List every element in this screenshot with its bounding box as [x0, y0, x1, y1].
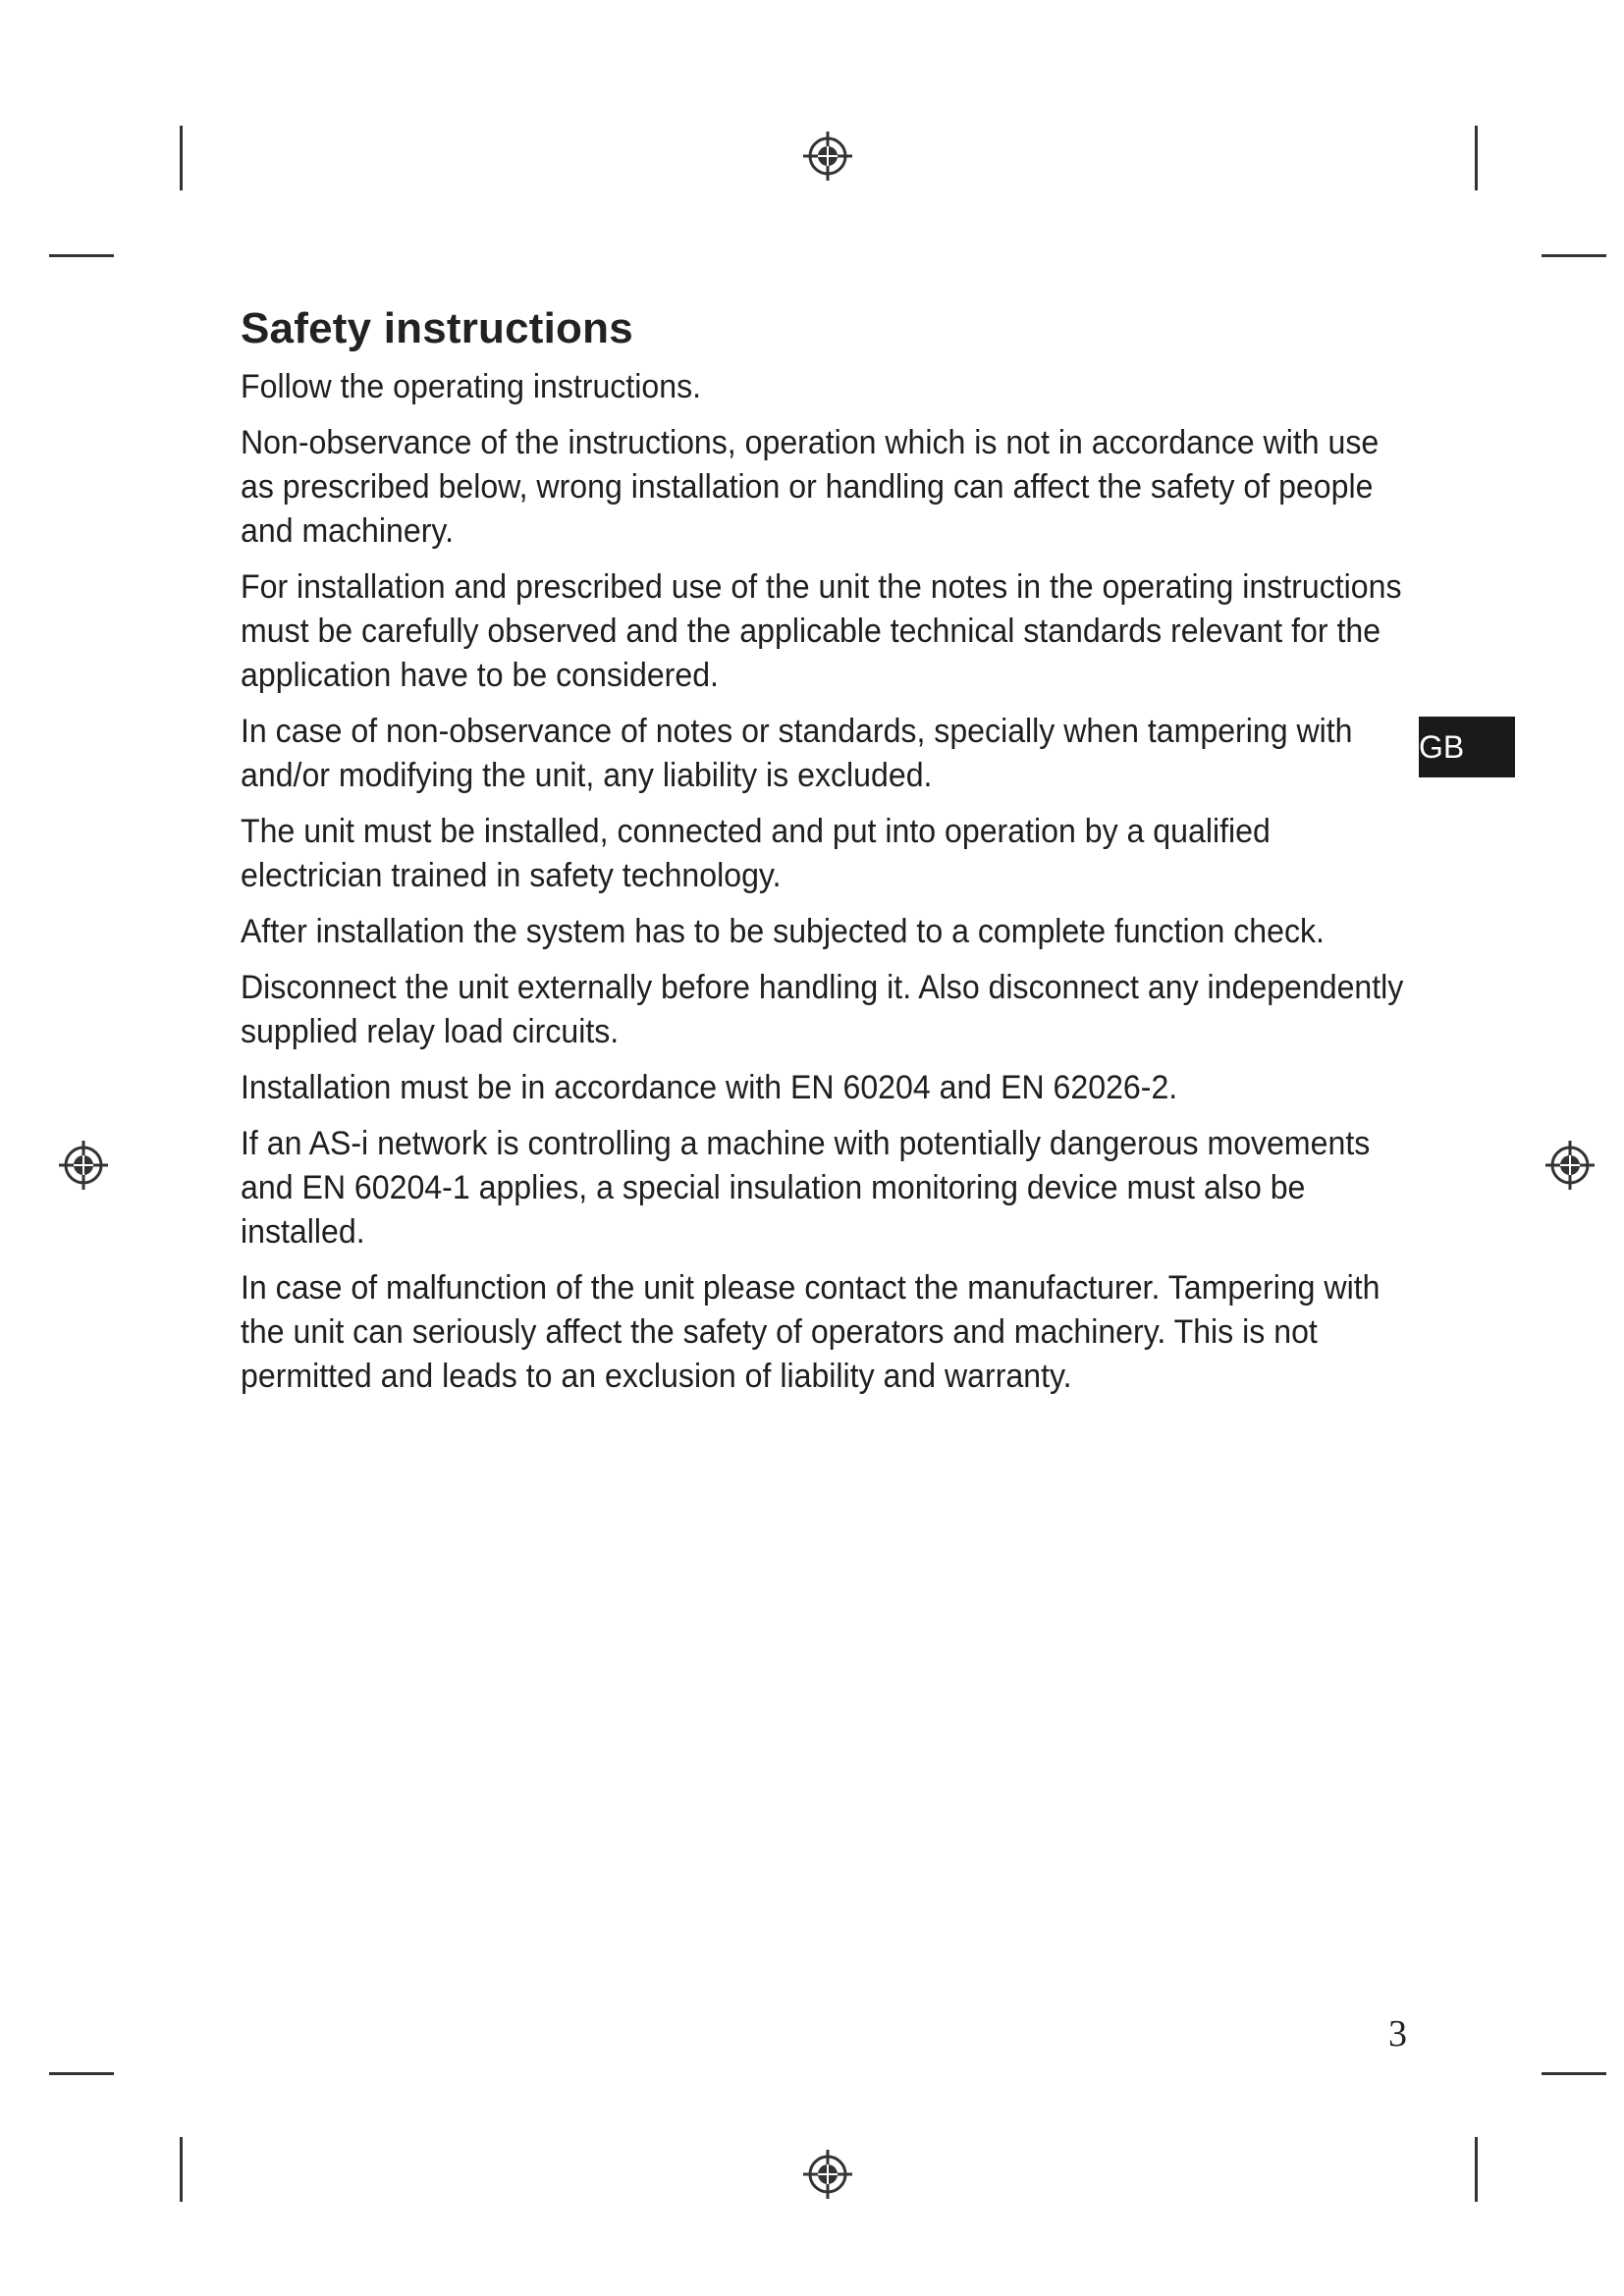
- registration-mark-icon: [1543, 1139, 1597, 1192]
- page-number: 3: [1388, 2013, 1407, 2055]
- paragraph: Follow the operating instructions.: [241, 368, 702, 405]
- paragraph: In case of malfunction of the unit please contact the manufacturer. Tampering with the unit can seriously affect the safety of operators and machinery. This is not permitted and leads to an exclusion of liability and warranty.: [241, 1269, 1380, 1395]
- paragraph: The unit must be installed, connected and put into operation by a qualified electrician trained in safety technology.: [241, 813, 1271, 894]
- paragraph: Installation must be in accordance with EN 60204 and EN 62026-2.: [241, 1069, 1178, 1106]
- paragraph: Non-observance of the instructions, operation which is not in accordance with use as prescribed below, wrong installation or handling can affect the safety of people and machinery.: [241, 424, 1380, 550]
- paragraph: In case of non-observance of notes or standards, specially when tampering with and/or modifying the unit, any liability is excluded.: [241, 713, 1353, 794]
- crop-mark-bottom-left-vertical: [180, 2137, 183, 2202]
- registration-mark-icon: [801, 2148, 854, 2201]
- crop-mark-top-right-horizontal: [1542, 254, 1606, 257]
- paragraph: Disconnect the unit externally before handling it. Also disconnect any independently supplied relay load circuits.: [241, 969, 1404, 1050]
- crop-mark-bottom-right-vertical: [1475, 2137, 1478, 2202]
- language-tab: GB: [1419, 717, 1515, 777]
- crop-mark-bottom-right-horizontal: [1542, 2072, 1606, 2075]
- page-title: Safety instructions: [241, 304, 633, 352]
- crop-mark-bottom-left-horizontal: [49, 2072, 114, 2075]
- crop-mark-top-left-horizontal: [49, 254, 114, 257]
- crop-mark-top-left-vertical: [180, 126, 183, 190]
- paragraph: If an AS-i network is controlling a machine with potentially dangerous movements and EN 60204-1 applies, a special insulation monitoring device must also be installed.: [241, 1125, 1371, 1251]
- crop-mark-top-right-vertical: [1475, 126, 1478, 190]
- paragraph: For installation and prescribed use of the unit the notes in the operating instructions must be carefully observed and the applicable technical standards relevant for the application have to be considered.: [241, 568, 1402, 694]
- registration-mark-icon: [57, 1139, 110, 1192]
- paragraph: After installation the system has to be subjected to a complete function check.: [241, 913, 1325, 950]
- document-body: [241, 302, 1419, 1411]
- registration-mark-icon: [801, 130, 854, 183]
